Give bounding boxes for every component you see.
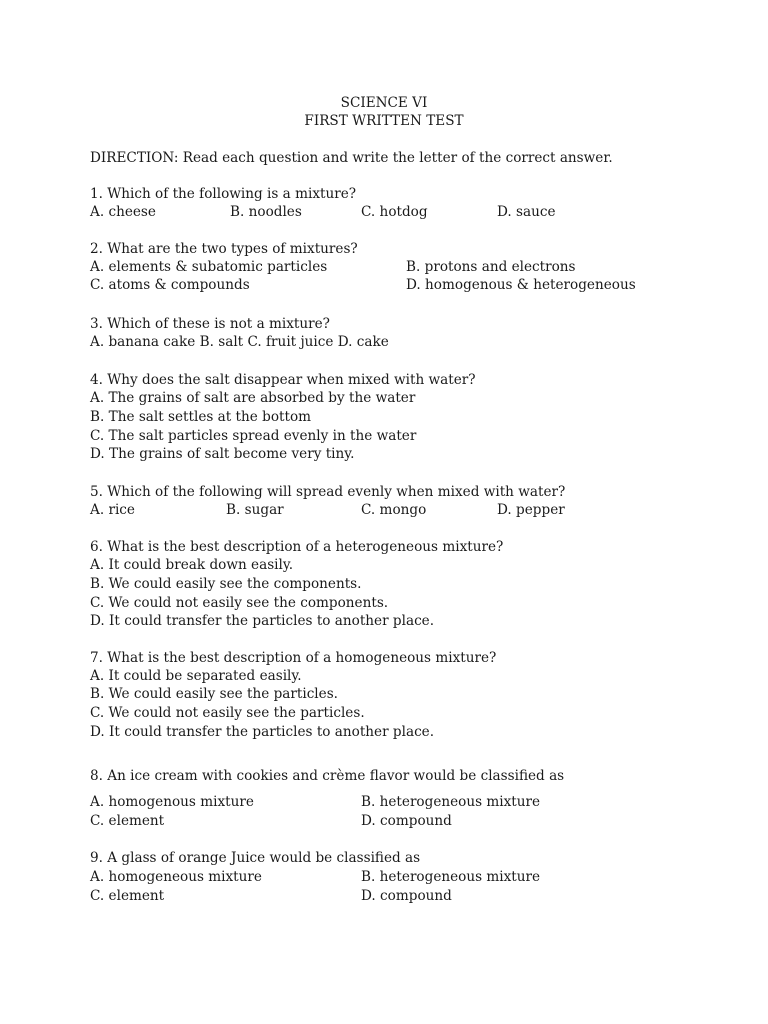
question-text: 5. Which of the following will spread evenly when mixed with water? <box>90 484 566 500</box>
choice-a: A. It could be separated easily. <box>90 668 302 684</box>
test-title: FIRST WRITTEN TEST <box>304 113 464 129</box>
choice-b: B. We could easily see the particles. <box>90 686 338 702</box>
question-text: 3. Which of these is not a mixture? <box>90 316 330 332</box>
choice-d: D. compound <box>361 813 452 829</box>
question-text: 4. Why does the salt disappear when mixed with water? <box>90 372 476 388</box>
question-text: 1. Which of the following is a mixture? <box>90 186 357 202</box>
choice-a: A. cheese <box>90 204 156 220</box>
choice-b: B. The salt settles at the bottom <box>90 409 312 425</box>
choice-d: D. It could transfer the particles to another place. <box>90 613 435 629</box>
question-text: 2. What are the two types of mixtures? <box>90 241 358 257</box>
choice-a: A. homogeneous mixture <box>90 869 262 885</box>
choice-c: C. We could not easily see the particles. <box>90 705 365 721</box>
choice-c: C. atoms & compounds <box>90 277 250 293</box>
question-text: 8. An ice cream with cookies and crème flavor would be classified as <box>90 768 565 784</box>
choice-d: D. pepper <box>497 502 565 518</box>
choice-a: A. rice <box>90 502 135 518</box>
choice-d: D. sauce <box>497 204 556 220</box>
choice-b: B. noodles <box>230 204 302 220</box>
choice-b: B. We could easily see the components. <box>90 576 362 592</box>
question-text: 6. What is the best description of a heterogeneous mixture? <box>90 539 504 555</box>
choices-inline: A. banana cake B. salt C. fruit juice D. cake <box>90 334 389 350</box>
choice-c: C. hotdog <box>361 204 428 220</box>
question-text: 9. A glass of orange Juice would be classified as <box>90 850 421 866</box>
choice-a: A. homogenous mixture <box>90 794 254 810</box>
choice-c: C. element <box>90 813 165 829</box>
subject-heading: SCIENCE VI <box>340 95 428 111</box>
choice-d: D. compound <box>361 888 452 904</box>
choice-c: C. The salt particles spread evenly in the water <box>90 428 417 444</box>
choice-d: D. homogenous & heterogeneous <box>406 277 636 293</box>
choice-b: B. heterogeneous mixture <box>361 869 541 885</box>
direction-text: DIRECTION: Read each question and write the letter of the correct answer. <box>90 150 613 166</box>
choice-d: D. The grains of salt become very tiny. <box>90 446 355 462</box>
choice-a: A. elements & subatomic particles <box>90 259 328 275</box>
choice-d: D. It could transfer the particles to another place. <box>90 724 435 740</box>
choice-a: A. It could break down easily. <box>90 557 294 573</box>
choice-c: C. element <box>90 888 165 904</box>
choice-b: B. sugar <box>226 502 284 518</box>
choice-a: A. The grains of salt are absorbed by the water <box>90 390 416 406</box>
choice-c: C. mongo <box>361 502 427 518</box>
choice-c: C. We could not easily see the components. <box>90 595 389 611</box>
question-text: 7. What is the best description of a homogeneous mixture? <box>90 650 497 666</box>
choice-b: B. heterogeneous mixture <box>361 794 541 810</box>
choice-b: B. protons and electrons <box>406 259 576 275</box>
